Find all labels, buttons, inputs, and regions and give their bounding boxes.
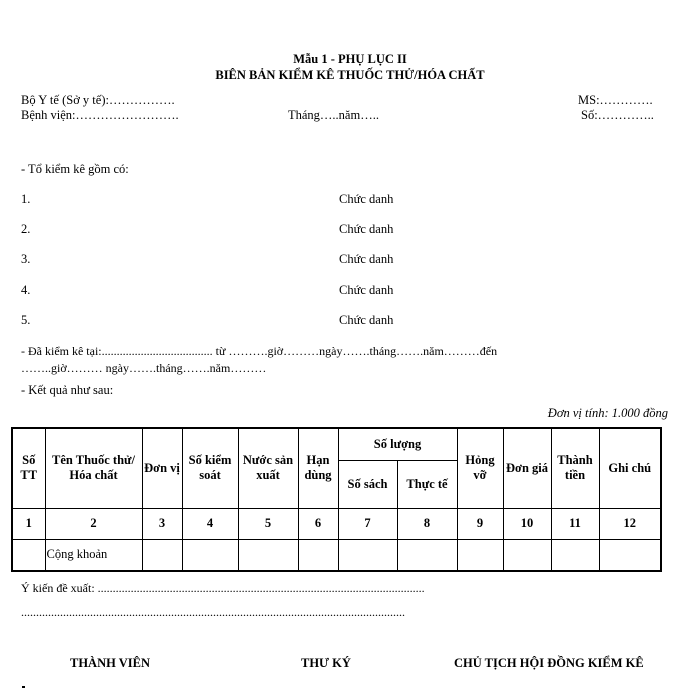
opinion-line: Ý kiến đề xuất: ............................................................................................................. — [21, 581, 425, 595]
member-title: Chức danh — [339, 252, 394, 266]
ms-field: MS:…………. — [578, 93, 653, 107]
header-note: Ghi chú — [599, 428, 661, 508]
column-number: 8 — [397, 508, 457, 539]
member-title: Chức danh — [339, 192, 394, 206]
column-number: 9 — [457, 508, 503, 539]
unit-note: Đơn vị tính: 1.000 đồng — [547, 406, 668, 420]
signature-secretary: THƯ KÝ — [301, 656, 351, 670]
member-title: Chức danh — [339, 222, 394, 236]
member-number: 5. — [21, 313, 31, 327]
header-books: Số sách — [338, 460, 397, 508]
header-expiry: Hạn dùng — [298, 428, 338, 508]
result-intro: - Kết quả như sau: — [21, 383, 114, 397]
header-broken: Hỏng vỡ — [457, 428, 503, 508]
column-number: 12 — [599, 508, 661, 539]
inventory-place-line: - Đã kiểm kê tại:..................................... từ ……….giờ………ngày…….tháng…….năm………đến — [21, 344, 498, 358]
total-cell — [503, 539, 551, 571]
header-actual: Thực tế — [397, 460, 457, 508]
total-label: Cộng khoản — [45, 539, 142, 571]
member-number: 2. — [21, 222, 31, 236]
header-quantity: Số lượng — [338, 428, 457, 460]
hospital-field: Bệnh viện:……………………. — [21, 108, 179, 122]
column-number: 3 — [142, 508, 182, 539]
total-cell — [457, 539, 503, 571]
column-number: 4 — [182, 508, 238, 539]
total-cell — [142, 539, 182, 571]
so-field: Số:………….. — [581, 108, 654, 122]
column-number: 1 — [12, 508, 45, 539]
member-title: Chức danh — [339, 313, 394, 327]
month-year-field: Tháng…..năm….. — [288, 108, 379, 122]
header-name: Tên Thuốc thử/ Hóa chất — [45, 428, 142, 508]
member-number: 3. — [21, 252, 31, 266]
signature-member: THÀNH VIÊN — [70, 656, 150, 670]
column-number: 10 — [503, 508, 551, 539]
total-cell — [397, 539, 457, 571]
header-unit: Đơn vị — [142, 428, 182, 508]
member-number: 4. — [21, 283, 31, 297]
header-price: Đơn giá — [503, 428, 551, 508]
header-control-number: Số kiểm soát — [182, 428, 238, 508]
header-stt: Số TT — [12, 428, 45, 508]
column-number: 11 — [551, 508, 599, 539]
column-number: 6 — [298, 508, 338, 539]
total-cell — [238, 539, 298, 571]
ministry-field: Bộ Y tế (Sở y tế):……………. — [21, 93, 175, 107]
column-number: 5 — [238, 508, 298, 539]
member-number: 1. — [21, 192, 31, 206]
header-country: Nước sản xuất — [238, 428, 298, 508]
form-main-title: BIÊN BẢN KIỂM KÊ THUỐC THỬ/HÓA CHẤT — [215, 68, 485, 82]
header-amount: Thành tiền — [551, 428, 599, 508]
total-cell — [12, 539, 45, 571]
opinion-continuation-line: ................................................................................................................................ — [21, 605, 405, 619]
page-dash-mark — [22, 686, 25, 688]
committee-intro: - Tổ kiểm kê gồm có: — [21, 162, 129, 176]
total-cell — [599, 539, 661, 571]
column-number: 2 — [45, 508, 142, 539]
total-cell — [551, 539, 599, 571]
signature-chair: CHỦ TỊCH HỘI ĐỒNG KIỂM KÊ — [454, 656, 644, 670]
column-number: 7 — [338, 508, 397, 539]
total-cell — [298, 539, 338, 571]
inventory-table — [11, 427, 662, 572]
total-cell — [182, 539, 238, 571]
total-cell — [338, 539, 397, 571]
member-title: Chức danh — [339, 283, 394, 297]
inventory-time-line: ……..giờ……… ngày…….tháng…….năm……… — [21, 361, 267, 375]
form-number-title: Mẫu 1 - PHỤ LỤC II — [293, 52, 407, 66]
